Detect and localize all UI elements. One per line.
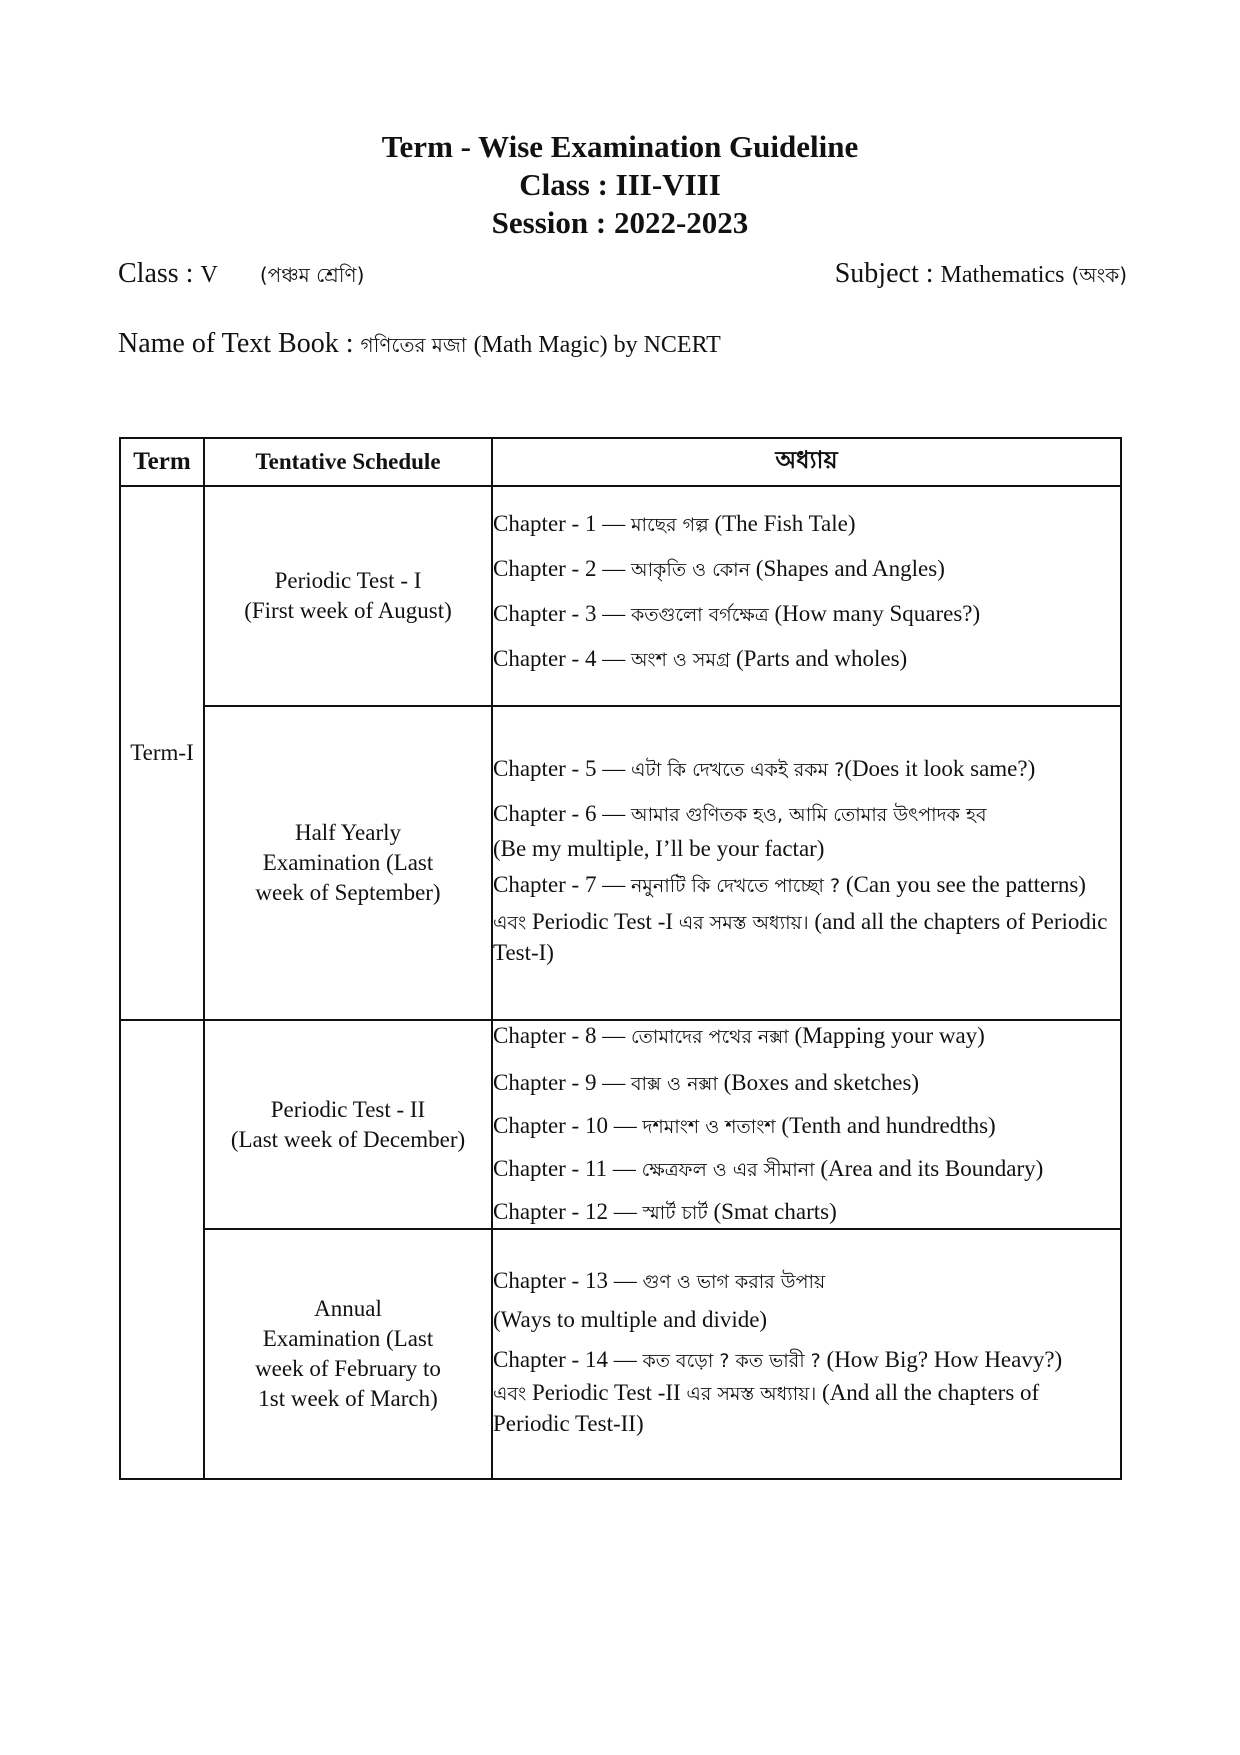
class-value: V — [200, 262, 218, 288]
chapters-periodic-1 — [492, 486, 1121, 706]
chapter-item: Chapter - 2 — আকৃতি ও কোন (Shapes and Angles) — [493, 556, 945, 581]
schedule-line: (First week of August) — [244, 598, 452, 623]
textbook-label: Name of Text Book : — [118, 328, 354, 359]
schedule-line: Periodic Test - I — [274, 568, 422, 593]
chapter-item: Chapter - 10 — দশমাংশ ও শতাংশ (Tenth and hundredths) — [493, 1113, 996, 1138]
schedule-line: Annual — [314, 1296, 382, 1321]
schedule-line: Half Yearly — [294, 820, 402, 845]
chapter-item: Chapter - 14 — কত বড়ো ? কত ভারী ? (How Big? How Heavy?) — [493, 1346, 1063, 1372]
chapter-item: Chapter - 4 — অংশ ও সমগ্র (Parts and wholes) — [493, 646, 908, 671]
chapters-periodic-2 — [492, 1020, 1121, 1229]
title-line-1: Term - Wise Examination Guideline — [381, 129, 859, 164]
schedule-annual — [204, 1229, 492, 1479]
schedule-line: 1st week of March) — [258, 1386, 438, 1411]
chapter-item: এবং Periodic Test -II এর সমস্ত অধ্যায়। (And all the chapters of Periodic Test-II) — [493, 1379, 1040, 1436]
table-row — [120, 706, 1121, 1020]
schedule-half-yearly — [204, 706, 492, 1020]
document-header — [0, 128, 1240, 242]
subject-bn: (অংক) — [1071, 263, 1127, 287]
textbook-bn: গণিতের মজা — [360, 333, 467, 357]
schedule-line: Examination (Last — [262, 1326, 434, 1351]
subject-value: Mathematics — [940, 262, 1065, 288]
term-2-cell — [120, 1020, 204, 1479]
chapter-item: Chapter - 9 — বাক্স ও নক্সা (Boxes and sketches) — [493, 1070, 920, 1095]
header-schedule: Tentative Schedule — [204, 438, 492, 486]
chapter-item: (Ways to multiple and divide) — [493, 1306, 768, 1332]
chapter-item: Chapter - 11 — ক্ষেত্রফল ও এর সীমানা (Area and its Boundary) — [493, 1156, 1044, 1181]
chapter-item: এবং Periodic Test -I এর সমস্ত অধ্যায়। (and all the chapters of Periodic Test-I) — [493, 909, 1108, 965]
chapter-item: Chapter - 7 — নমুনাটি কি দেখতে পাচ্ছো ? (Can you see the patterns) — [493, 872, 1086, 897]
table-row — [120, 1020, 1121, 1229]
header-term: Term — [120, 438, 204, 486]
chapter-item: Chapter - 8 — তোমাদের পথের নক্সা (Mapping your way) — [493, 1023, 985, 1048]
subject-line — [835, 258, 1127, 294]
schedule-line: Examination (Last — [262, 850, 434, 875]
chapter-item: Chapter - 3 — কতগুলো বর্গক্ষেত্র (How many Squares?) — [493, 601, 981, 626]
class-line — [118, 258, 364, 294]
chapters-annual — [492, 1229, 1121, 1479]
term-1-cell: Term-I — [120, 486, 204, 1020]
chapter-item: Chapter - 13 — গুণ ও ভাগ করার উপায় — [493, 1267, 826, 1293]
header-chapters: অধ্যায় — [492, 438, 1121, 486]
chapter-item: (Be my multiple, I’ll be your factar) — [493, 836, 825, 861]
exam-schedule-table — [119, 437, 1122, 1480]
textbook-en: (Math Magic) by NCERT — [473, 332, 721, 358]
textbook-line — [118, 328, 721, 364]
schedule-line: week of September) — [255, 880, 441, 905]
schedule-line: week of February to — [255, 1356, 441, 1381]
subject-label: Subject : — [834, 258, 934, 289]
title-line-2: Class : III-VIII — [519, 167, 721, 202]
table-row — [120, 486, 1121, 706]
chapters-half-yearly — [492, 706, 1121, 1020]
chapter-item: Chapter - 12 — স্মার্ট চার্ট (Smat charts) — [493, 1199, 837, 1224]
schedule-periodic-1 — [204, 486, 492, 706]
chapter-item: Chapter - 6 — আমার গুণিতক হও, আমি তোমার উৎপাদক হব — [493, 801, 987, 826]
chapter-item: Chapter - 1 — মাছের গল্প (The Fish Tale) — [493, 511, 856, 536]
table-header-row — [120, 438, 1121, 486]
table-row — [120, 1229, 1121, 1479]
chapter-item: Chapter - 5 — এটা কি দেখতে একই রকম ?(Does it look same?) — [493, 756, 1036, 781]
schedule-periodic-2 — [204, 1020, 492, 1229]
title-line-3: Session : 2022-2023 — [491, 205, 749, 240]
class-bn: (পঞ্চম শ্রেণি) — [259, 263, 365, 287]
schedule-line: (Last week of December) — [230, 1126, 466, 1152]
schedule-line: Periodic Test - II — [270, 1096, 426, 1122]
class-label: Class : — [118, 258, 194, 289]
